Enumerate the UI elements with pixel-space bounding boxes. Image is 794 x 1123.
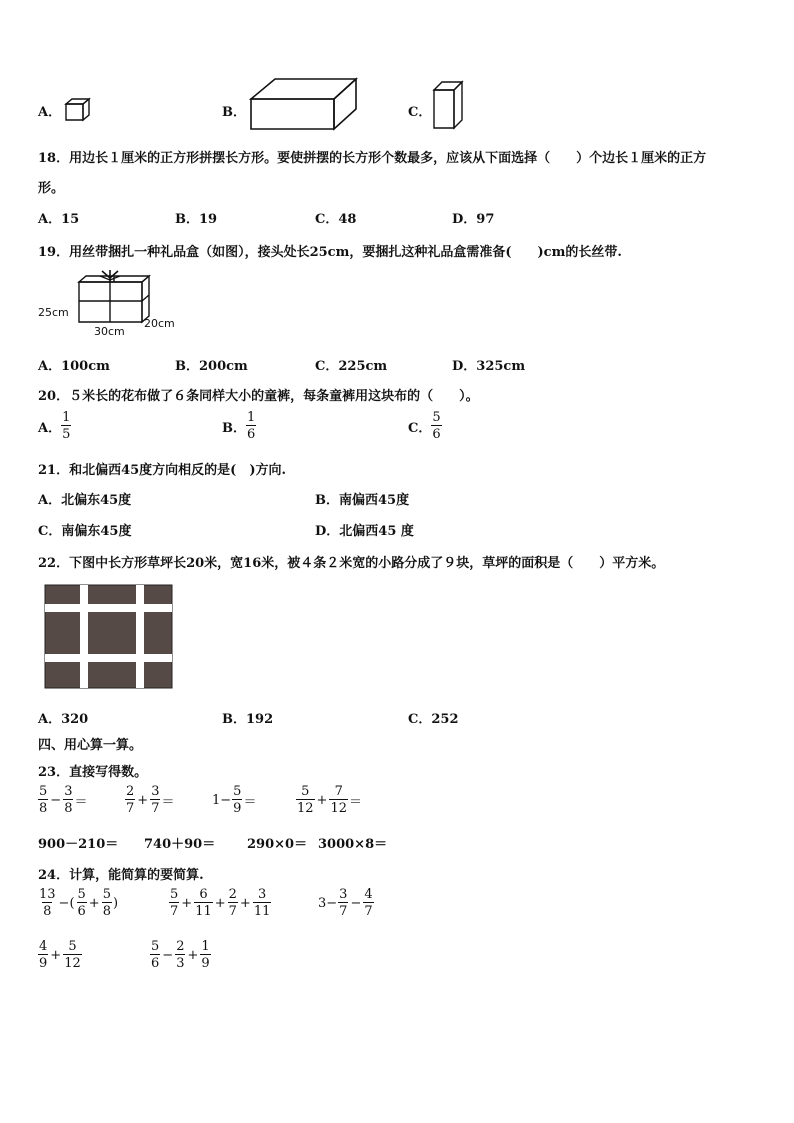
q17-option-c-label: C． xyxy=(408,105,432,120)
q20-question xyxy=(38,385,479,404)
q21-option-d[interactable]: D．北偏西45 度 xyxy=(315,524,414,539)
q24-expr-5: $\frac{5}{6}$ − $\frac{2}{3}$ + $\frac{1}{9}$ xyxy=(151,939,210,971)
q22-text: 下图中长方形草坪长20米，宽16米，被４条２米宽的小路分成了９块，草坪的面积是（ ）平方米。 xyxy=(69,556,665,571)
q24-expr-3: 3− $\frac{3}{7}$ − $\frac{4}{7}$ xyxy=(318,887,373,919)
q19-question xyxy=(38,241,622,260)
q23-expr-3: 1− $\frac{5}{9}$ ＝ xyxy=(212,784,257,816)
q17-option-a-figure xyxy=(64,97,94,123)
q23-calc-2: 740＋90＝ xyxy=(144,837,216,852)
q18-question xyxy=(38,147,706,166)
q18-number: 18． xyxy=(38,151,70,166)
q21-option-c[interactable]: C．南偏东45度 xyxy=(38,524,132,539)
q21-option-b[interactable]: B．南偏西45度 xyxy=(315,493,410,508)
q18-text-line2: 形。 xyxy=(38,181,65,196)
q18-text-line1: 用边长１厘米的正方形拼摆长方形。要使拼摆的长方形个数最多，应该从下面选择（ ）个边长１厘米的正方 xyxy=(69,151,707,166)
q23-question xyxy=(38,761,147,780)
q17-option-b-figure xyxy=(248,75,360,131)
q23-text: 直接写得数。 xyxy=(69,765,148,780)
q21-option-a[interactable]: A．北偏东45度 xyxy=(38,493,132,508)
q18-option-a[interactable]: A．15 xyxy=(38,212,80,227)
q23-calc-1: 900－210＝ xyxy=(38,837,119,852)
q22-option-a[interactable]: A．320 xyxy=(38,712,89,727)
q19-width-label: 20cm xyxy=(144,317,175,330)
q19-option-d[interactable]: D．325cm xyxy=(452,359,526,374)
q24-expr-1: $\frac{13}{8}$ −( $\frac{5}{6}$ + $\frac{5}{8}$ ) xyxy=(39,887,119,919)
q24-number: 24． xyxy=(38,868,70,883)
q21-question xyxy=(38,459,286,478)
q23-number: 23． xyxy=(38,765,70,780)
q18-option-c[interactable]: C．48 xyxy=(315,212,357,227)
q18-option-b[interactable]: B．19 xyxy=(175,212,218,227)
q17-option-c-figure xyxy=(432,80,466,132)
q17-option-b-label: B． xyxy=(222,105,246,120)
q22-option-c[interactable]: C．252 xyxy=(408,712,459,727)
q20-option-a[interactable]: A． $\frac{1}{5}$ xyxy=(38,410,71,442)
section4-title: 四、用心算一算。 xyxy=(38,738,143,753)
q20-option-b[interactable]: B． $\frac{1}{6}$ xyxy=(222,410,256,442)
q20-option-c[interactable]: C． $\frac{5}{6}$ xyxy=(408,410,441,442)
q22-question xyxy=(38,552,664,571)
q19-number: 19． xyxy=(38,245,70,260)
q23-expr-2: $\frac{2}{7}$ + $\frac{3}{7}$ ＝ xyxy=(126,784,175,816)
q18-option-d[interactable]: D．97 xyxy=(452,212,495,227)
q17-option-a-label: A． xyxy=(38,105,62,120)
q24-question xyxy=(38,864,204,883)
q23-calc-4: 3000×8＝ xyxy=(318,837,388,852)
q22-lawn-figure xyxy=(45,585,173,689)
q20-text: ５米长的花布做了６条同样大小的童裤，每条童裤用这块布的（ ）。 xyxy=(69,389,479,404)
q19-option-a[interactable]: A．100cm xyxy=(38,359,110,374)
q21-text: 和北偏西45度方向相反的是( )方向. xyxy=(69,463,287,478)
q20-number: 20． xyxy=(38,389,70,404)
q19-option-b[interactable]: B．200cm xyxy=(175,359,248,374)
q19-height-label: 25cm xyxy=(38,306,69,319)
q22-number: 22． xyxy=(38,556,70,571)
q24-expr-4: $\frac{4}{9}$ + $\frac{5}{12}$ xyxy=(39,939,81,971)
q19-option-c[interactable]: C．225cm xyxy=(315,359,388,374)
q19-text: 用丝带捆扎一种礼品盒（如图），接头处长25cm，要捆扎这种礼品盒需准备( )cm的长丝带. xyxy=(69,245,622,260)
q22-option-b[interactable]: B．192 xyxy=(222,712,274,727)
q21-number: 21． xyxy=(38,463,70,478)
q23-expr-4: $\frac{5}{12}$ + $\frac{7}{12}$ ＝ xyxy=(297,784,363,816)
q23-expr-1: $\frac{5}{8}$ − $\frac{3}{8}$ ＝ xyxy=(39,784,88,816)
q23-calc-3: 290×0＝ xyxy=(247,837,308,852)
q19-length-label: 30cm xyxy=(94,325,125,338)
q24-expr-2: $\frac{5}{7}$ + $\frac{6}{11}$ + $\frac{2}{7}$ + $\frac{3}{11}$ xyxy=(170,887,271,919)
q24-text: 计算，能简算的要简算. xyxy=(69,868,204,883)
